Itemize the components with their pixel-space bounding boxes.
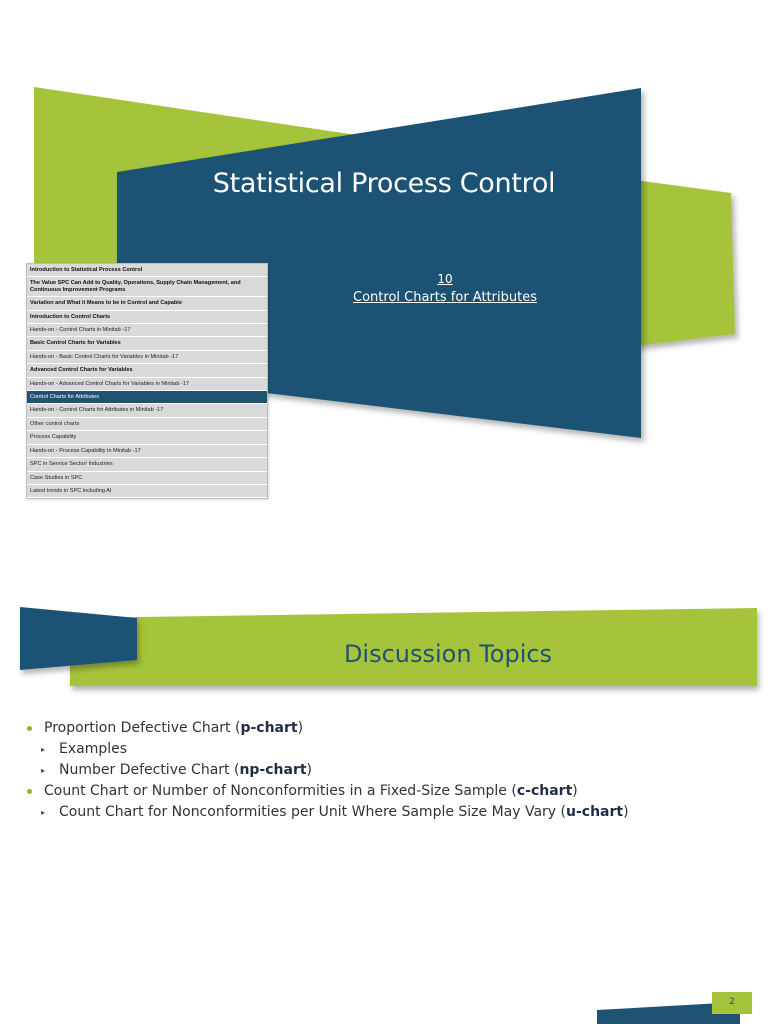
agenda-row: Case Studies in SPC bbox=[27, 472, 267, 485]
presentation-title: Statistical Process Control bbox=[212, 168, 556, 199]
agenda-row: Latest trends in SPC including AI bbox=[27, 485, 267, 498]
agenda-row: SPC in Service Sector/ Industries bbox=[27, 458, 267, 471]
bullet-item bbox=[26, 760, 746, 781]
chart-abbreviation: u-chart bbox=[566, 804, 624, 820]
title-slide bbox=[0, 0, 768, 500]
bullet-item bbox=[26, 781, 746, 802]
agenda-row: Introduction to Statistical Process Control bbox=[27, 264, 267, 277]
bullet-item bbox=[26, 718, 746, 739]
bullet-text-suffix: ) bbox=[572, 783, 578, 799]
agenda-row: Variation and What it Means to be in Control and Capable bbox=[27, 297, 267, 310]
bullet-text: Proportion Defective Chart ( bbox=[44, 720, 241, 736]
bullet-text: Count Chart or Number of Nonconformities in a Fixed-Size Sample ( bbox=[44, 783, 517, 799]
bullet-list bbox=[26, 718, 746, 823]
agenda-row: Hands-on - Basic Control Charts for Variables in Minitab -17 bbox=[27, 351, 267, 364]
bullet-text-suffix: ) bbox=[297, 720, 304, 736]
chart-abbreviation: c-chart bbox=[516, 783, 573, 799]
agenda-row: Advanced Control Charts for Variables bbox=[27, 364, 267, 377]
agenda-row: The Value SPC Can Add to Quality, Operations, Supply Chain Management, and Continuous Improvement Programs bbox=[27, 277, 267, 297]
discussion-slide bbox=[0, 570, 768, 1024]
bullet-text: Number Defective Chart ( bbox=[59, 762, 240, 778]
agenda-row: Other control charts bbox=[27, 418, 267, 431]
bullet-item bbox=[26, 739, 746, 760]
bullet-dot-icon bbox=[27, 789, 32, 794]
agenda-table bbox=[26, 263, 268, 499]
agenda-row: Hands-on - Control Charts in Minitab -17 bbox=[27, 324, 267, 337]
agenda-row-current: Control Charts for Attributes bbox=[27, 391, 267, 404]
agenda-row: Hands-on - Process Capability in Minitab -17 bbox=[27, 445, 267, 458]
module-number: 10 bbox=[437, 272, 453, 286]
agenda-row: Process Capability bbox=[27, 431, 267, 444]
agenda-row: Hands-on - Advanced Control Charts for Variables in Minitab -17 bbox=[27, 378, 267, 391]
slide-title: Discussion Topics bbox=[343, 640, 553, 668]
bullet-text-suffix: ) bbox=[623, 804, 629, 820]
sub-bullet-arrow-icon: ▸ bbox=[41, 808, 46, 817]
bullet-text: Count Chart for Nonconformities per Unit Where Sample Size May Vary ( bbox=[59, 804, 567, 820]
agenda-row: Introduction to Control Charts bbox=[27, 311, 267, 324]
navy-title-tab bbox=[20, 607, 137, 670]
sub-bullet-arrow-icon: ▸ bbox=[41, 766, 46, 775]
bullet-text: Examples bbox=[59, 741, 128, 757]
chart-abbreviation: np-chart bbox=[239, 762, 307, 778]
agenda-row: Hands-on - Control Charts for Attributes in Minitab -17 bbox=[27, 404, 267, 417]
sub-bullet-arrow-icon: ▸ bbox=[41, 745, 46, 754]
bullet-text-suffix: ) bbox=[306, 762, 313, 778]
chart-abbreviation: p-chart bbox=[240, 720, 298, 736]
page-number: 2 bbox=[729, 997, 735, 1007]
bullet-dot-icon bbox=[27, 726, 32, 731]
bullet-item bbox=[26, 802, 746, 823]
agenda-row: Basic Control Charts for Variables bbox=[27, 337, 267, 350]
module-title: Control Charts for Attributes bbox=[353, 290, 537, 305]
